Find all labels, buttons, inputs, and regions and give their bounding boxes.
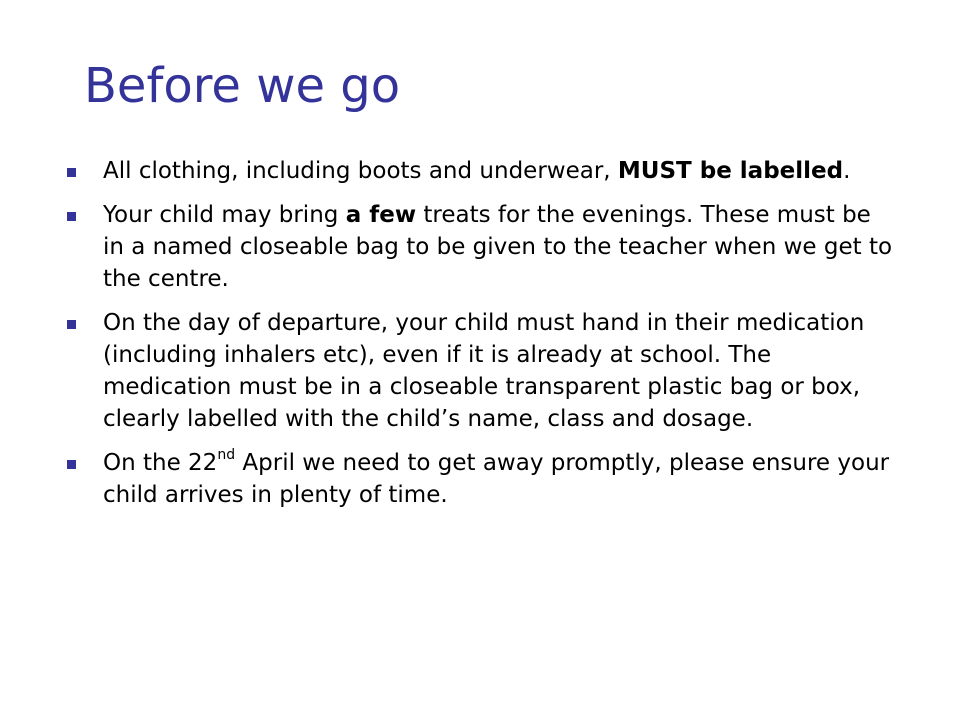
bullet-text: Your child may bring — [103, 202, 346, 228]
bullet-text: . — [843, 158, 851, 184]
bullet-text: treats for the evenings. These must be in a named closeable bag to be given to the teacher when we get to the centre. — [103, 202, 893, 292]
bullet-text: April we need to get away promptly, please ensure your child arrives in plenty of time. — [103, 450, 890, 508]
square-bullet-icon — [67, 320, 76, 329]
bullet-text: On the 22 — [103, 450, 218, 476]
bullet-item-departure — [67, 447, 897, 511]
bullet-item-labelling — [67, 155, 897, 187]
bullet-item-treats — [67, 199, 897, 295]
bullet-emphasis: MUST be labelled — [617, 158, 844, 184]
square-bullet-icon — [67, 168, 76, 177]
square-bullet-icon — [67, 212, 76, 221]
bullet-item-medication — [67, 307, 897, 435]
slide-title: Before we go — [84, 58, 401, 114]
bullet-text: On the day of departure, your child must hand in their medication (including inhalers etc), even if it is already at school. The medication must be in a closeable transparent plastic bag or box, clearly labelled with the child’s name, class and dosage. — [103, 310, 865, 432]
bullet-emphasis: a few — [345, 202, 417, 228]
square-bullet-icon — [67, 460, 76, 469]
ordinal-suffix: nd — [217, 447, 236, 464]
bullet-text: All clothing, including boots and underwear, — [103, 158, 618, 184]
bullet-list — [67, 155, 897, 523]
